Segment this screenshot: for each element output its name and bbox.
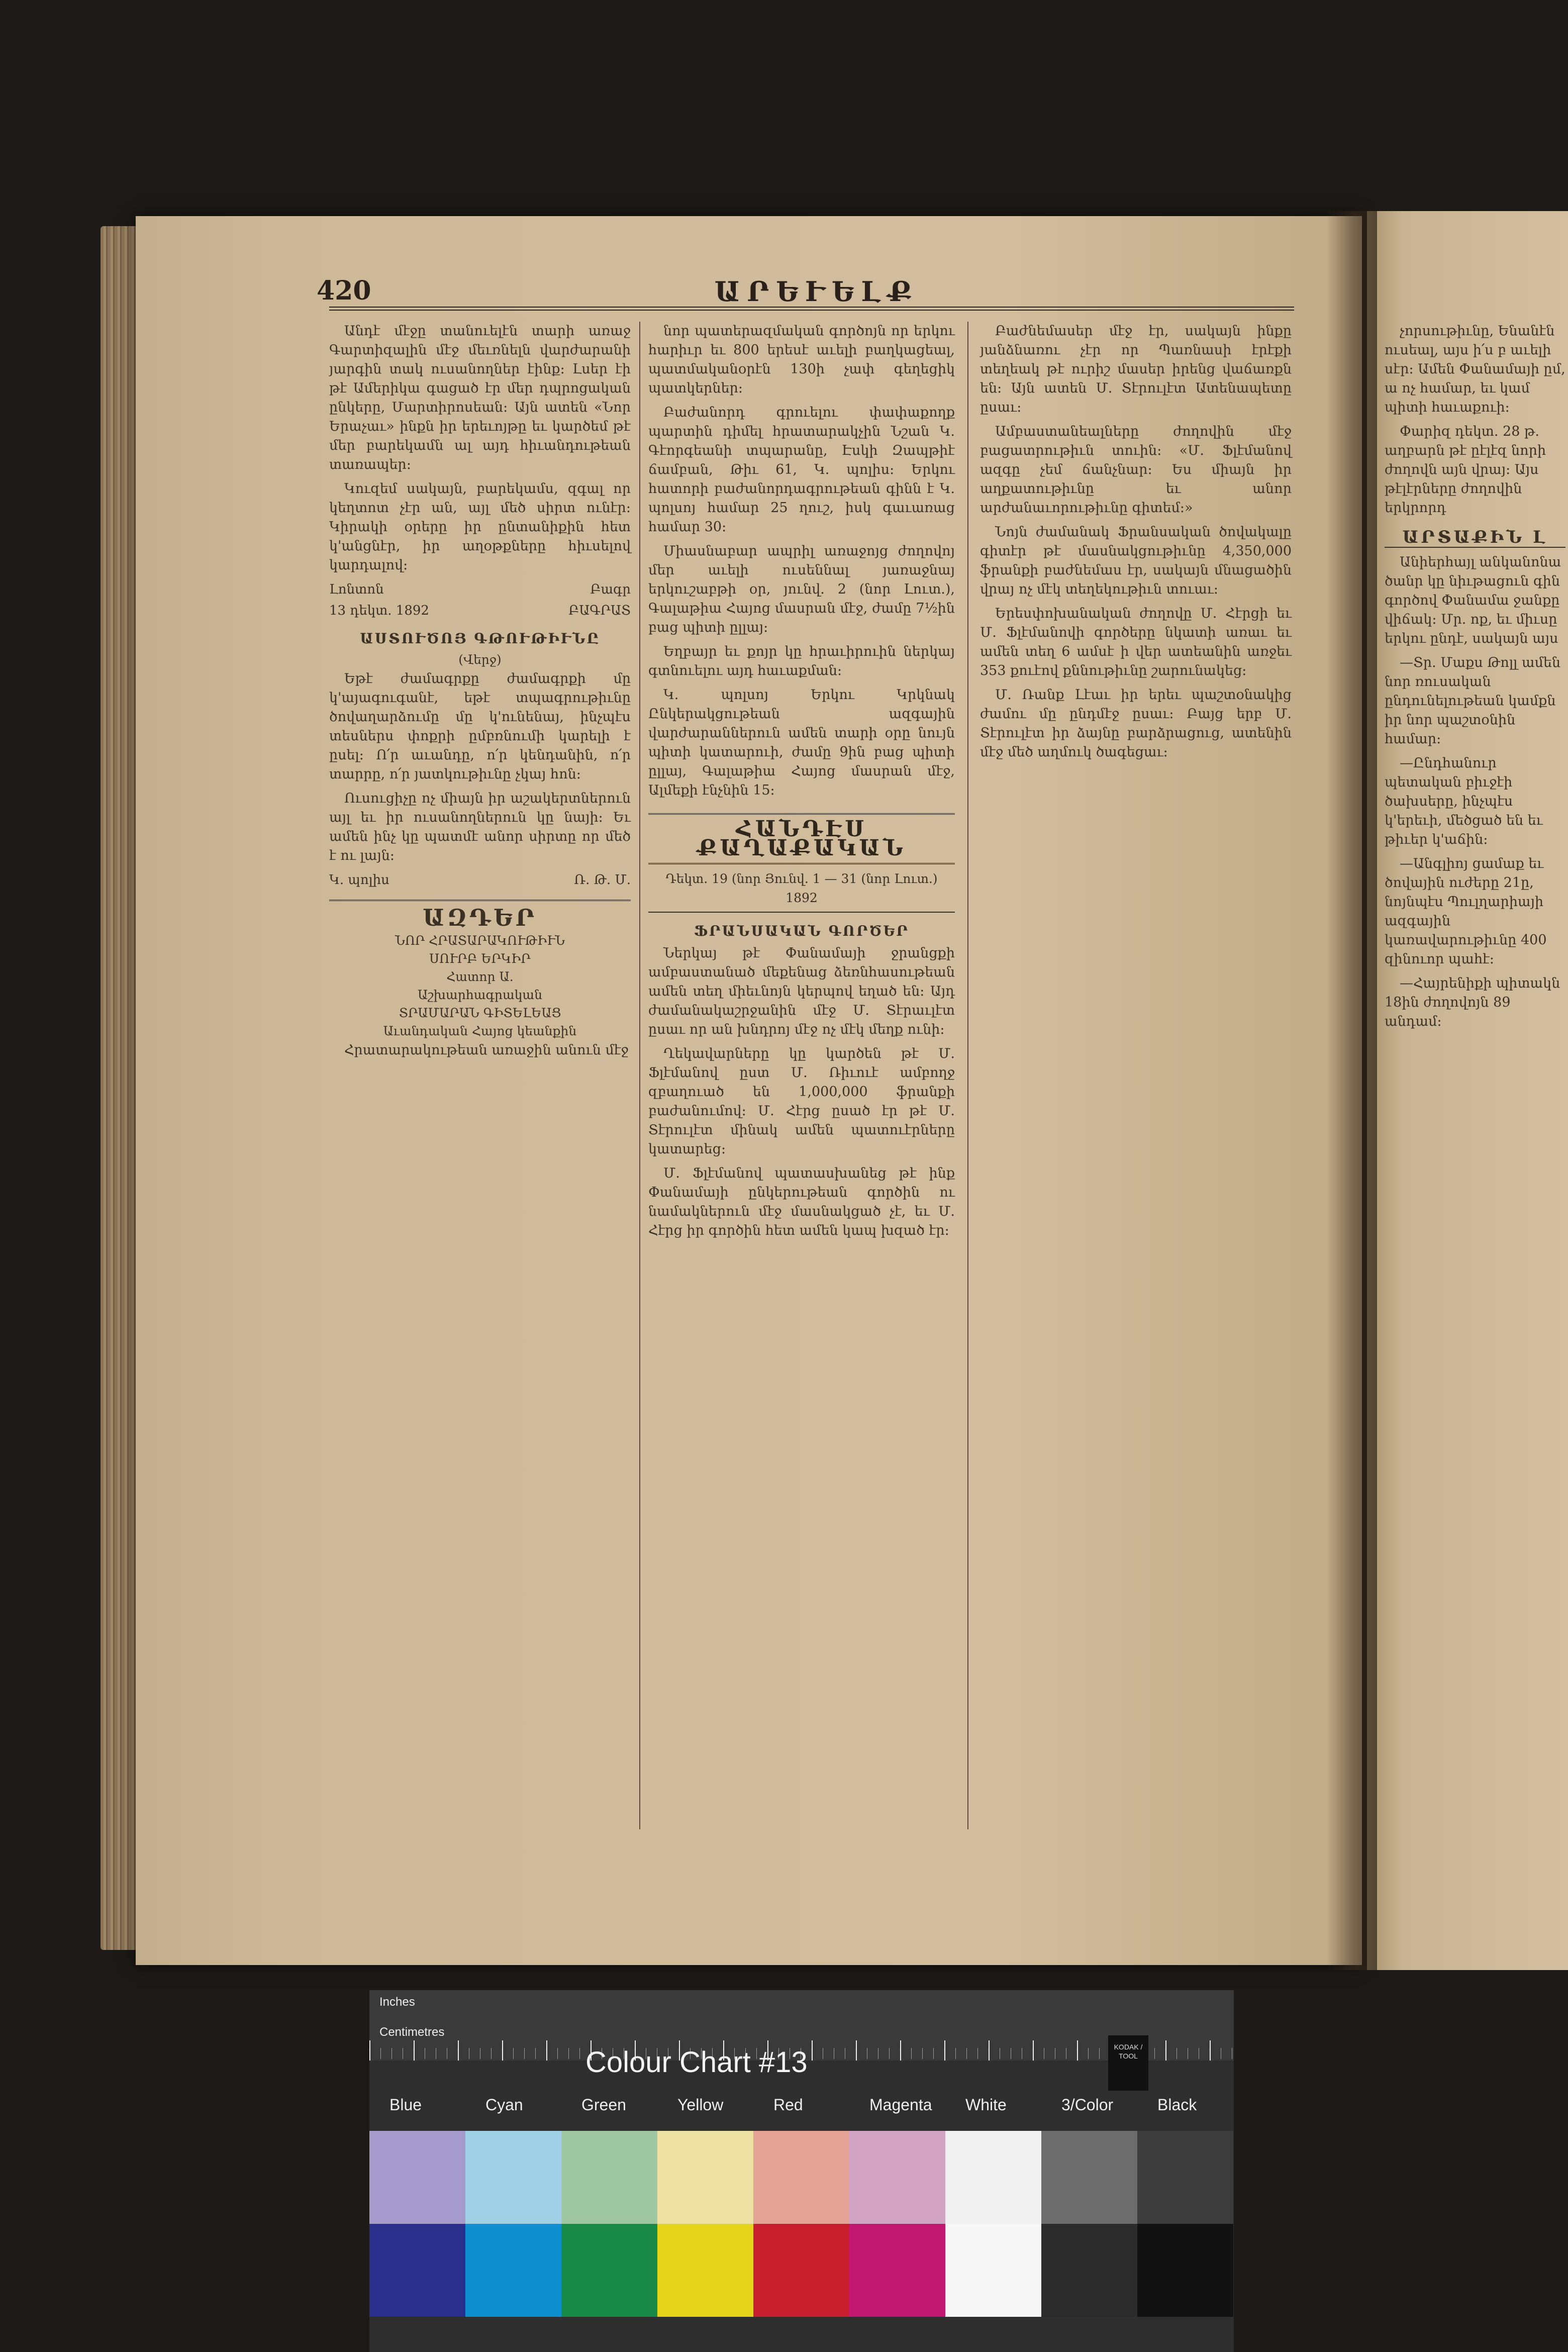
colour-patch-bottom [1041, 2224, 1137, 2317]
paragraph: Բաժանորդ գրուելու փափաքողք պարտին դիմել հրատարակչին Նշան Կ. Գէորգեանի տպարանը, Էսկի Զապթիէ ճամբան, Թիւ 61, Կ. պոլիս։ Երկու հատորի բաժանորդագրութեան գինն է Կ. պոլսոյ համար 25 ղուշ, իսկ գաւառաց համար 30։ [648, 405, 955, 535]
ad-line: Հատոր Ա. [446, 969, 514, 984]
closing-initials: Ռ. Թ. Մ. [574, 872, 631, 888]
paragraph: Նոյն ժամանակ Ֆրանսական ծովակալը գիտէր թէ մասնակցութիւնը 4,350,000 ֆրանքի բաժնեմաս էր, սակայն մնացածին վրայ ոչ մէկ տեղեկութիւն տուաւ։ [980, 524, 1292, 597]
section-heading: ԱՐՏԱՔԻՆ Լ [1385, 528, 1565, 548]
colour-calibration-chart [369, 1990, 1234, 2352]
colour-label-red: Red [773, 2096, 803, 2114]
paragraph: Ղեկավարները կը կարծեն թէ Մ. Ֆլէմանով ըստ Մ. Ռիւուէ ամբողջ զբաղուած են 1,000,000 ֆրանքի բաժանումով։ Մ. Հէրց ըսած էր թէ Մ. Տէրուլէտ մինակ ամեն պատուէրները կատարեց։ [648, 1046, 955, 1157]
paragraph: —Տր. Մաքս Թոլլ ամեն նոր ռուսական ընդունելութեան կամքն իր նոր պաշտօնին համար։ [1385, 655, 1561, 747]
header-rule [329, 307, 1294, 311]
column-divider [967, 322, 968, 1829]
signoff-author: ԲԱԳՐԱՏ [568, 603, 631, 618]
colour-label-magenta: Magenta [869, 2096, 932, 2114]
running-head [317, 275, 1307, 308]
ad-line: ՆՈՐ ՀՐԱՏԱՐԱԿՈՒԹԻՒՆ [395, 933, 565, 948]
ruler-inches-label: Inches [379, 1995, 415, 2009]
colour-patch-top [561, 2131, 657, 2224]
colour-patch-bottom [369, 2224, 465, 2317]
colour-patch-bottom [849, 2224, 945, 2317]
paragraph: Երեսփոխանական ժողովը Մ. Հէրցի եւ Մ. Ֆլէմանովի գործերը նկատի առաւ եւ ամեն տեղ 6 ամսէ ի վեր ատեանին առջեւ 353 քուէով քննութիւնը շարունակեց։ [980, 606, 1292, 678]
closing-place: Կ. պոլիս [329, 872, 389, 888]
colour-patch-top [1137, 2131, 1233, 2224]
paragraph: Անդէ մէջը տանուելէն տարի առաջ Գարտիզալին մէջ մեւռնելն վարժարանի յարգին տակ ուսանողներ էինք։ Լսեր էի թէ Ամերիկա գացած էր մեր դպրոցական ընկերը, Մարտիրոսեան։ Այն ատեն «Նոր Երաչաւ» ինքն իր երեւոյթը եւ կարծեմ թէ մեր բարեկամն ալ այդ հիւանդութեան տառապեր։ [329, 323, 631, 472]
ruler-cm-label: Centimetres [379, 2025, 445, 2039]
column-divider [639, 322, 640, 1829]
paragraph: Մ. Ֆլէմանով պատասխանեց թէ ինք Փանամայի ընկերութեան գործին ու նամակներուն մէջ մասնակցած չէ, եւ Մ. Հէրց իր գործին հետ ամեն կապ խզած էր։ [648, 1165, 955, 1238]
text-column-3 [980, 322, 1292, 767]
colour-label-green: Green [581, 2096, 626, 2114]
colour-patch-top [657, 2131, 753, 2224]
colour-label-yellow: Yellow [677, 2096, 724, 2114]
colour-patch-bottom [945, 2224, 1041, 2317]
colour-label-white: White [965, 2096, 1007, 2114]
closing-row [329, 870, 631, 890]
colour-patch-bottom [1137, 2224, 1233, 2317]
colour-label-black: Black [1157, 2096, 1197, 2114]
paragraph: —Ընդհանուր պետական բիւջէի ծախսերը, ինչպէս կ'երեւի, մեծցած են եւ թիւեր կ'աճին։ [1385, 755, 1543, 847]
paragraph: —Հայրենիքի պիտակն 18ին ժողովոյն 89 անդամ։ [1385, 975, 1560, 1029]
paragraph: Ներկայ թէ Փանամայի ջրանցքի ամբաստանած մեքենաց ձեռնհասութեան ամեն տեղ միեւնոյն կերպով եղած են։ Այդ ժամանակաշրջանին մէջ Մ. Տէրաւլէտ ըսաւ որ ան խնդրոյ մէջ ոչ մէկ մեղք ունի։ [648, 945, 955, 1037]
paragraph: Եթէ ժամագրքը ժամագրքի մը կ'այագուգանէ, եթէ տպագրութիւնը ծովաղարձումը մը կ'ունենայ, ինչպէս տեսներս փոքրի ըմբռնումի կարելի է ըսել։ Ո՛ր աւանդը, ո՛ր կենդանին, ո՛ր տարրը, ո՛ր յատկութիւնը չկայ հոն։ [329, 671, 631, 782]
colour-label-3-color: 3/Color [1061, 2096, 1114, 2114]
paragraph: Հրատարակութեան առաջին անուն մէջ [344, 1042, 629, 1058]
notice: Կ. պոլսոյ Երկու Կրկնակ Ընկերակցութեան ազգային վարժարաններուն ամեն տարի օրը նույն պիտի կատարուի, ժամը 9ին բաց պիտի ըլլայ, Գալաթիա Հայոց մասրան մէջ, Ալմեքի էնչնին 15։ [648, 687, 955, 798]
section-heading: ՀԱՆԴԷՍ ՔԱՂԱՔԱԿԱՆ [648, 813, 955, 864]
colour-patch-top [945, 2131, 1041, 2224]
ad-line: Աշխարհագրական [417, 988, 543, 1002]
signoff-row [329, 580, 631, 599]
journal-title: ԱՐԵՒԵԼՔ [714, 275, 919, 308]
signoff-place: Լոնտոն [329, 582, 384, 597]
article-heading: ԱՍՏՈՒԾՈՅ ԳԹՈՒԹԻՒՆԸ [360, 630, 600, 647]
paragraph: Մ. Ռանք Լէաւ իր երեւ պաշտօնակից ժամու մը ընդմէջ ըսաւ։ Բայց երբ Մ. Տէրուլէտ իր ձայնը բարձրացուց, ատենին մէջ մեծ աղմուկ ծագեցաւ։ [980, 687, 1292, 760]
paragraph: նոր պատերազմական գործոյն որ երկու հարիւր եւ 800 երեսէ աւելի բաղկացեալ, պատմականօրէն 130ի չափ գեղեցիկ պատկերներ։ [648, 323, 955, 396]
book-gutter [1327, 211, 1377, 1970]
ad-line: ՏՐԱՄԱՐԱՆ ԳԻՏԵԼԵԱՑ [399, 1006, 561, 1020]
ad-line: ՍՈՒՐԲ ԵՐԿԻՐ [429, 951, 531, 966]
colour-label-cyan: Cyan [485, 2096, 523, 2114]
article-heading: ՖՐԱՆՍԱԿԱՆ ԳՈՐԾԵՐ [694, 923, 910, 939]
signoff-date: 13 դեկտ. 1892 [329, 603, 429, 618]
paragraph: —Անգլիոյ ցամաք եւ ծովային ուժերը 21ը, նոյնպէս Պուլղարիայի ազգային կառավարութիւնը 400 զինուոր պահէ։ [1385, 856, 1547, 967]
paragraph: չորսութիւնը, Ենանէն ուսեալ, այս ի՛ս բ աւելի սէր։ Ամեն Փանամայի ըմ, ա ոչ համար, եւ կամ պիտի հաւաքուի։ [1385, 323, 1565, 415]
colour-patch-bottom [561, 2224, 657, 2317]
chart-logo: KODAK / TOOL [1108, 2035, 1148, 2091]
paragraph: Անիերհայլ անկանոնա ծանր կը նիւթացուն գին գործով Փանամա ջանքը վիճակ։ Մր. ոք, եւ միւսը երկու ընդէ, սակայն այս [1385, 554, 1561, 646]
advertisement-heading: ԱԶԴԵՐ [329, 900, 631, 927]
signoff-name: Բագր [590, 582, 631, 597]
page-number: 420 [317, 275, 371, 306]
colour-label-blue: Blue [389, 2096, 422, 2114]
colour-patch-bottom [753, 2224, 849, 2317]
colour-patch-top [1041, 2131, 1137, 2224]
colour-chart-title: Colour Chart #13 [585, 2046, 808, 2079]
paragraph: Փարիզ դեկտ. 28 թ. աղբարն թէ ըէլէզ նորի ժողովն այն վրայ։ Այս թէլէրները ժողովին երկրորդ [1385, 424, 1546, 516]
colour-patch-bottom [657, 2224, 753, 2317]
paragraph: Կուզեմ սակայն, բարեկամս, զգալ որ կեղտոտ չէր ան, այլ մեծ սիրտ ունէր։ Կիրակի օրերը իր ընտանիքին հետ կ'անցնէր, իր աղօթքները հիւսելով կարդալով։ [329, 481, 631, 573]
paragraph: Միասնաբար ապրիլ առաջոյց ժողովոյ մեր աւելի ուսեննալ յառաջնայ երկուշաբթի օր, յունվ. 2 (նոր Լուտ.), Գալաթիա Հայոց մասրան մէջ, ժամը 7½ին բաց պիտի ըլլայ։ [648, 543, 955, 635]
colour-patch-bottom [465, 2224, 561, 2317]
colour-patch-top [369, 2131, 465, 2224]
text-column-1 [329, 322, 631, 1065]
date-line: Դեկտ. 19 (նոր Յունվ. 1 — 31 (նոր Լուտ.) 1892 [648, 869, 955, 913]
paragraph: Եղբայր եւ քոյր կը հրաւիրուին ներկայ գտնուելու այդ հաւաքման։ [648, 644, 955, 678]
colour-patch-top [849, 2131, 945, 2224]
text-column-right-page [1385, 322, 1565, 1036]
paragraph: Բաժնեմասեր մէջ էր, սակայն ինքը յանձնառու չէր որ Պառնասի էրէքի տեղեակ թէ ուրիշ մասեր իրենց վաճառքն են։ Այն ատեն Մ. Տէրուլէտ Ատենապետը ըսաւ։ [980, 323, 1292, 415]
text-column-2 [648, 322, 955, 1245]
colour-labels-row [369, 2096, 1234, 2121]
paragraph: Ուսուցիչը ոչ միայն իր աշակերտներուն այլ եւ իր ուսանողներուն կը նայի։ Եւ ամեն ինչ կը պատմէ անոր սիրտը որ մեծ է ու լայն։ [329, 791, 631, 863]
colour-patch-top [465, 2131, 561, 2224]
signoff-date-row [329, 601, 631, 620]
ad-line: Աւանդական Հայոց կեանքին [383, 1024, 577, 1038]
paragraph: Ամբաստանեալները ժողովին մէջ բացատրութիւն տուին։ «Մ. Ֆլէմանով ազգը չեմ ճանչնար։ Ես միայն իր աղքատութիւնը եւ անոր արժանաւորութիւնը գիտեմ։» [980, 424, 1292, 516]
article-subheading: (Վերջ) [458, 652, 502, 667]
colour-patch-top [753, 2131, 849, 2224]
